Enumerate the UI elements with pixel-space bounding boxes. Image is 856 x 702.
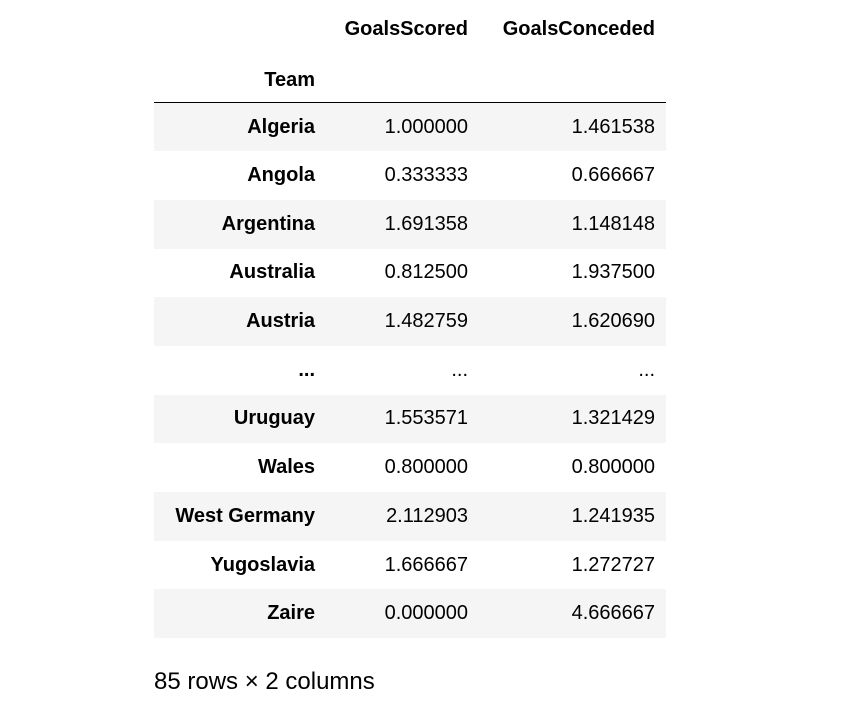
cell-goals-conceded: 1.272727 — [571, 553, 655, 576]
cell-goals-conceded: 0.800000 — [571, 456, 655, 479]
cell-goals-conceded: 1.937500 — [571, 261, 655, 284]
row-index-team: Uruguay — [233, 407, 315, 430]
cell-goals-scored: 0.000000 — [384, 602, 468, 625]
cell-goals-conceded: 1.461538 — [571, 115, 655, 138]
cell-goals-conceded: 1.321429 — [571, 407, 655, 430]
table-row — [154, 492, 666, 541]
cell-ellipsis: ... — [451, 358, 468, 381]
index-corner-cell — [154, 0, 326, 58]
index-name-empty-cell — [326, 58, 479, 103]
column-header-row — [154, 0, 666, 58]
cell-goals-scored: 1.000000 — [384, 115, 468, 138]
cell-goals-conceded: 1.620690 — [571, 310, 655, 333]
index-name-empty-cell — [479, 58, 666, 103]
cell-goals-conceded: 0.666667 — [571, 164, 655, 187]
cell-goals-scored: 0.812500 — [384, 261, 468, 284]
table-row — [154, 395, 666, 444]
cell-goals-scored: 2.112903 — [386, 504, 468, 527]
cell-ellipsis: ... — [638, 358, 655, 381]
table-row — [154, 297, 666, 346]
row-index-team: West Germany — [175, 504, 315, 527]
row-index-team: Australia — [229, 261, 315, 284]
table-header — [154, 0, 666, 103]
row-index-team: Argentina — [221, 212, 315, 235]
table-row — [154, 589, 666, 638]
table-row — [154, 200, 666, 249]
row-index-ellipsis: ... — [298, 358, 315, 381]
table-row — [154, 541, 666, 590]
cell-goals-scored: 0.800000 — [384, 456, 468, 479]
row-index-team: Angola — [247, 164, 315, 187]
index-name-row — [154, 58, 666, 103]
row-index-team: Austria — [246, 310, 315, 333]
cell-goals-conceded: 1.241935 — [571, 504, 655, 527]
dataframe-shape-caption: 85 rows × 2 columns — [154, 668, 375, 695]
cell-goals-conceded: 4.666667 — [571, 602, 655, 625]
cell-goals-scored: 0.333333 — [384, 164, 468, 187]
table-body — [154, 103, 666, 639]
table-row — [154, 443, 666, 492]
table-row — [154, 249, 666, 298]
column-header-goals-conceded: GoalsConceded — [502, 17, 655, 40]
row-index-team: Wales — [257, 456, 315, 479]
table-row-ellipsis — [154, 346, 666, 395]
table-row — [154, 151, 666, 200]
cell-goals-scored: 1.482759 — [384, 310, 468, 333]
table-row — [154, 103, 666, 152]
cell-goals-conceded: 1.148148 — [571, 212, 655, 235]
cell-goals-scored: 1.553571 — [384, 407, 468, 430]
dataframe-output — [154, 0, 666, 638]
row-index-team: Yugoslavia — [210, 553, 315, 576]
column-header-goals-scored: GoalsScored — [344, 17, 468, 40]
cell-goals-scored: 1.691358 — [384, 212, 468, 235]
row-index-team: Algeria — [247, 115, 315, 138]
row-index-team: Zaire — [267, 602, 315, 625]
dataframe-table — [154, 0, 666, 638]
index-name-header: Team — [154, 58, 326, 103]
cell-goals-scored: 1.666667 — [384, 553, 468, 576]
